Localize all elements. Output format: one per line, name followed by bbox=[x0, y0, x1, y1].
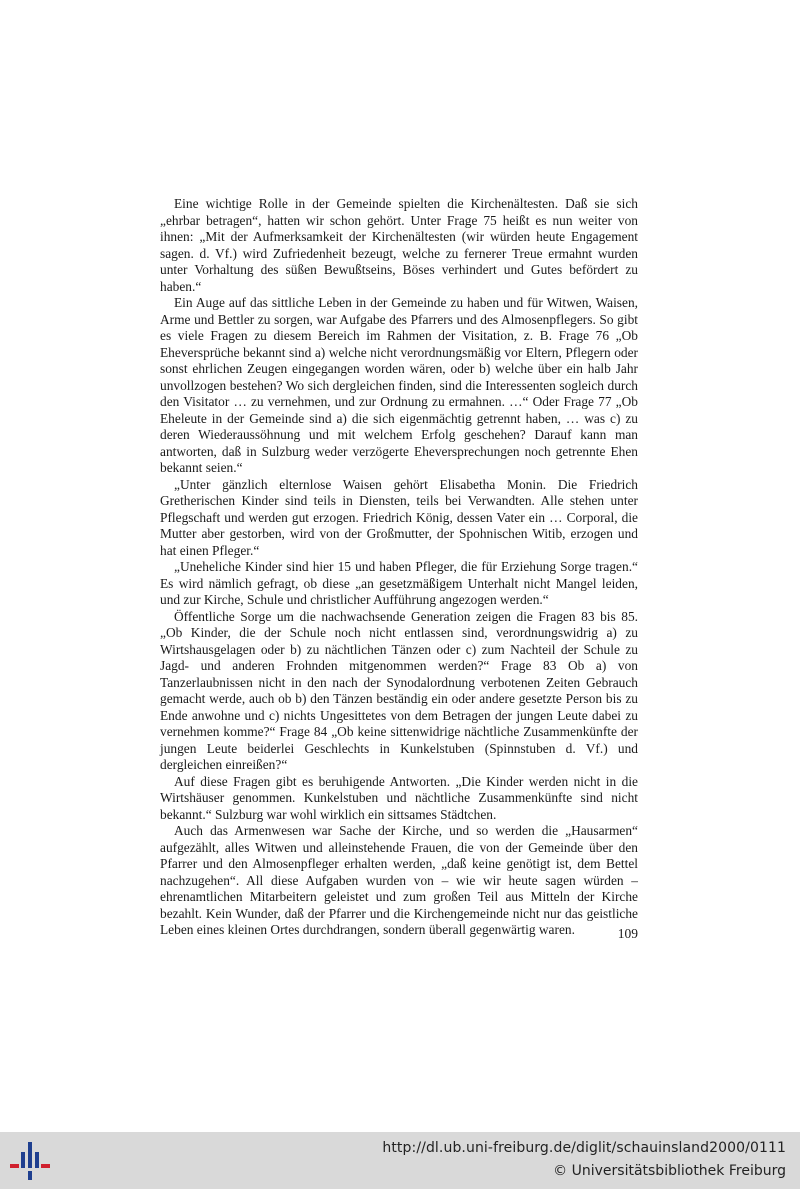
paragraph-7: Auch das Armenwesen war Sache der Kirche, und so werden die „Hausarmen“ aufgezählt, alles Witwen und alleinstehende Frauen, die von der Gemeinde über den Pfarrer und den Almosenpfleger erhalten werden, „daß keine genötigt ist, dem Bettel nachzugehen“. All diese Aufgaben wurden von – wie wir heute sagen würden – ehrenamtlichen Mitarbeitern geleistet und zum großen Teil aus Mitteln der Kirche bezahlt. Kein Wunder, daß der Pfarrer und die Kirchengemeinde nicht nur das geistliche Leben eines kleinen Ortes durchdrangen, sondern überall gegenwärtig waren. bbox=[160, 823, 638, 937]
copyright-credit: © Universitätsbibliothek Freiburg bbox=[553, 1163, 786, 1179]
viewer-footer bbox=[0, 1132, 800, 1189]
paragraph-1: Eine wichtige Rolle in der Gemeinde spielten die Kirchenältesten. Daß sie sich „ehrbar betragen“, hatten wir schon gehört. Unter Frage 75 heißt es nun weiter von ihnen: „Mit der Aufmerksamkeit der Kirchenältesten (wir würden heute Engagement sagen. d. Vf.) wird Zufriedenheit bezeugt, welche zu fernerer Treue ermahnt wurden unter Vorhaltung des süßen Bewußtseins, Böses verhindert und Gutes befördert zu haben.“ bbox=[160, 196, 638, 294]
page-number: 109 bbox=[617, 926, 638, 941]
body-text bbox=[160, 196, 638, 939]
permalink-url[interactable]: http://dl.ub.uni-freiburg.de/diglit/schauinsland2000/0111 bbox=[382, 1140, 786, 1156]
paragraph-5: Öffentliche Sorge um die nachwachsende Generation zeigen die Fragen 83 bis 85. „Ob Kinder, die der Schule noch nicht entlassen sind, verordnungswidrig a) zu Wirtshausgelagen oder b) zu nächtlichen Tänzen oder c) zum Nachteil der Schule zu Jagd- und anderen Frohnden mitgenommen werden?“ Frage 83 Ob a) von Tanzerlaubnissen nicht in den nach der Synodalordnung verbotenen Zeiten Gebrauch gemacht werde, auch ob b) den Tänzen beständig ein oder andere gesetzte Person bis zu Ende anwohne und c) nichts Ungesittetes von dem Betragen der jungen Leute dabei zu vernehmen komme?“ Frage 84 „Ob keine sittenwidrige nächtliche Zusammenkünfte der jungen Leute beiderlei Geschlechts in Kunkelstuben (Spinnstuben d. Vf.) und dergleichen einreißen?“ bbox=[160, 608, 638, 772]
paragraph-6: Auf diese Fragen gibt es beruhigende Antworten. „Die Kinder werden nicht in die Wirtshäuser genommen. Kunkelstuben und nächtliche Zusammenkünfte sind nicht bekannt.“ Sulzburg war wohl wirklich ein sittsames Städtchen. bbox=[160, 773, 638, 822]
paragraph-4: „Uneheliche Kinder sind hier 15 und haben Pfleger, die für Erziehung Sorge tragen.“ Es wird nämlich gefragt, ob diese „an gesetzmäßigem Unterhalt nicht Mangel leiden, und zur Kirche, Schule und christlicher Aufführung angezogen werden.“ bbox=[160, 559, 638, 607]
paragraph-3: „Unter gänzlich elternlose Waisen gehört Elisabetha Monin. Die Friedrich Gretherischen Kinder sind teils in Diensten, teils bei Verwandten. Alle stehen unter Pflegschaft und werden gut erzogen. Friedrich König, dessen Vater ein … Corporal, die Mutter aber gestorben, wird von der Großmutter, der Spohnischen Witib, erzogen und hat einen Pfleger.“ bbox=[160, 476, 638, 558]
paragraph-2: Ein Auge auf das sittliche Leben in der Gemeinde zu haben und für Witwen, Waisen, Arme und Bettler zu sorgen, war Aufgabe des Pfarrers und des Almosenpflegers. So gibt es viele Fragen zu diesem Bereich im Rahmen der Visitation, z. B. Frage 76 „Ob Eheversprüche bekannt sind a) welche nicht verordnungsmäßig vor Eltern, Pflegern oder sonst ehrlichen Zeugen eingegangen worden wären, oder b) welche über ein halb Jahr unvollzogen bestehen? Wo sich dergleichen finden, sind die Interessenten sogleich durch den Visitator … zu vernehmen, und zur Ordnung zu ermahnen. …“ Oder Frage 77 „Ob Eheleute in der Gemeinde sind a) die sich eigenmächtig getrennt haben, … was c) zu deren Wiederaussöhnung und mit welchem Erfolg geschehen? Darauf kann man antworten, daß in Sulzburg weder verzögerte Eheversprechungen noch getrennte Ehen bekannt seien.“ bbox=[160, 295, 638, 475]
ub-freiburg-logo-icon[interactable] bbox=[8, 1140, 52, 1182]
